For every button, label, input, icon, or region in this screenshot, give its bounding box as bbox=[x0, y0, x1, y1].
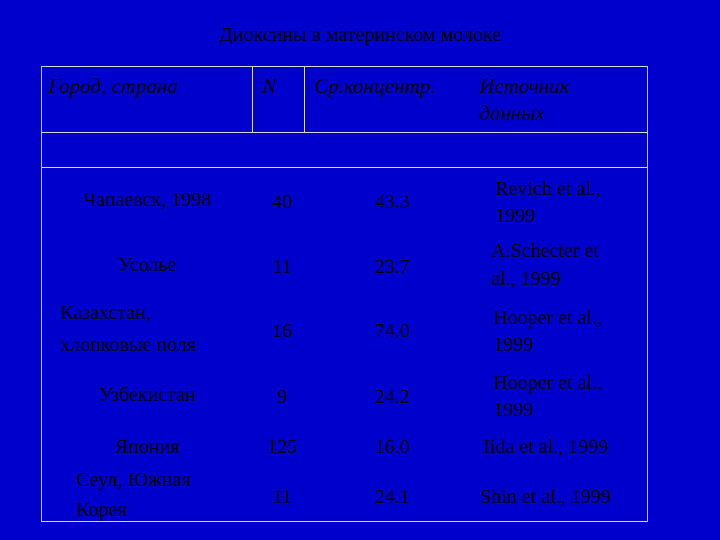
row-n: 125 bbox=[267, 436, 297, 458]
slide-title: Диоксины в материнском молоке bbox=[219, 24, 501, 46]
header-concentration: Ср.концентр. bbox=[314, 74, 436, 98]
header-divider-1 bbox=[252, 67, 253, 132]
row-city-line2: хлопковые поля bbox=[60, 334, 196, 356]
header-city: Город, страна bbox=[48, 74, 178, 98]
header-source-line1: Источник bbox=[479, 74, 570, 98]
row-source-line2: 1999 bbox=[493, 399, 533, 421]
row-source-line1: Iida et al., 1999 bbox=[483, 436, 608, 458]
row-source-line1: Hooper et al., bbox=[493, 307, 602, 329]
row-city: Япония bbox=[114, 436, 180, 458]
row-city: Сеул, Южная bbox=[76, 469, 191, 491]
row-city: Казахстан, bbox=[60, 302, 151, 324]
row-city: Чапаевск, 1998 bbox=[83, 189, 211, 211]
row-n: 11 bbox=[272, 256, 292, 278]
header-bottom-line bbox=[42, 132, 647, 133]
row-source-line1: Shin et al., 1999 bbox=[480, 486, 611, 508]
row-concentration: 24.2 bbox=[374, 386, 410, 408]
row-city: Узбекистан bbox=[98, 384, 196, 406]
header-divider-2 bbox=[304, 67, 305, 132]
row-source-line1: Hooper et al., bbox=[493, 372, 602, 394]
row-source-line2: 1999 bbox=[493, 334, 533, 356]
row-concentration: 16.0 bbox=[374, 436, 410, 458]
row-n: 40 bbox=[272, 191, 292, 213]
header-n: N bbox=[262, 74, 277, 98]
row-concentration: 43.3 bbox=[374, 191, 410, 213]
row-n: 9 bbox=[277, 386, 287, 408]
row-source-line2: al., 1999 bbox=[491, 268, 561, 290]
data-table bbox=[41, 66, 648, 522]
row-concentration: 23.7 bbox=[374, 256, 410, 278]
row-source-line1: A.Schecter et bbox=[491, 240, 599, 262]
row-source-line2: 1999 bbox=[495, 205, 535, 227]
row-n: 11 bbox=[272, 486, 292, 508]
row-city-line2: Корея bbox=[76, 499, 127, 521]
header-spacer-line bbox=[42, 167, 647, 168]
row-concentration: 24.1 bbox=[374, 486, 410, 508]
header-source-line2: данных bbox=[479, 101, 545, 125]
row-city: Усолье bbox=[117, 254, 177, 276]
row-n: 16 bbox=[272, 320, 292, 342]
row-concentration: 74.0 bbox=[374, 320, 410, 342]
row-source-line1: Revich et al., bbox=[495, 178, 601, 200]
